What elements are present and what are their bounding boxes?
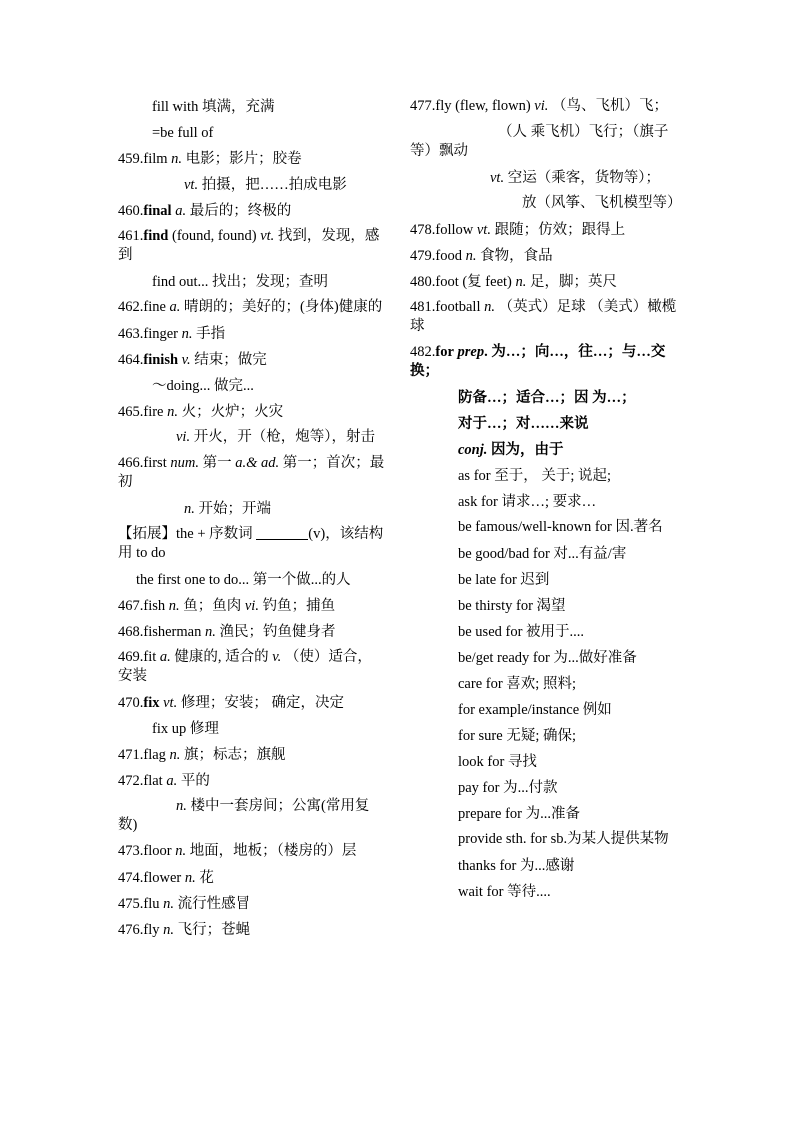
entry-text: n. [184,501,195,517]
entry-text: num. [170,455,199,471]
entry-text: 474.flower [118,870,185,886]
entry-text: 470. [118,695,144,711]
vocab-entry [118,295,386,321]
entry-text: 因为，由于 [487,442,564,458]
entry-text: 旗；标志；旗舰 [180,747,286,763]
entry-text: a. [169,299,181,315]
entry-text: 防备…；适合…；因 为…； [458,390,636,406]
entry-text: (found, found) [168,228,261,244]
vocab-entry [410,463,690,489]
entry-text: n. [176,798,187,814]
entry-text: v. [272,649,282,665]
vocab-entry [118,593,386,619]
entry-text: a. [175,203,187,219]
entry-text: conj. [458,442,488,458]
entry-text: 482. [410,344,436,360]
vocab-entry [118,496,386,522]
entry-text: 463.finger [118,326,182,342]
entry-text: provide sth. for sb.为某人提供某物 [458,831,669,847]
entry-text: fix [143,695,160,711]
vocab-entry [410,541,690,567]
entry-text: 找到，发现，感到 [118,228,380,263]
vocab-entry [118,917,386,943]
vocab-entry [410,723,690,749]
vocab-entry [118,645,386,690]
vocab-entry [410,801,690,827]
entry-text: 【拓展】the + 序数词 [118,526,257,542]
vocab-entry [118,451,386,496]
entry-text: n. [515,274,527,290]
vocab-entry [118,269,386,295]
vocab-entry [410,567,690,593]
vocab-entry [410,619,690,645]
entry-text: n. [171,151,183,167]
entry-text: 479.food [410,248,466,264]
vocab-entry [118,120,386,146]
entry-text: vt. [476,222,491,238]
entry-text: 流行性感冒 [173,896,251,912]
vocab-entry [410,295,690,340]
entry-text: be/get ready for 为...做好准备 [458,650,637,666]
vocab-entry [118,619,386,645]
entry-text: be late for 迟到 [458,572,550,588]
vocab-entry [410,120,690,165]
entry-text: vt. [163,695,178,711]
entry-text: （鸟、飞机）飞； [548,98,669,114]
entry-text: pay for 为...付款 [458,780,558,796]
entry-text: prepare for 为...准备 [458,806,580,822]
entry-text: 空运（乘客，货物等）； [504,170,660,186]
entry-text: 对于…；对……来说 [458,416,589,432]
entry-text: a.& ad. [235,455,280,471]
vocab-entry [410,593,690,619]
entry-text: look for 寻找 [458,754,537,770]
vocab-entry [118,373,386,399]
vocab-entry [410,437,690,463]
entry-text: finish [143,352,179,368]
entry-text: the first one to do... 第一个做...的人 [136,572,351,588]
entry-text: ask for 请求…; 要求… [458,494,597,510]
entry-text: be thirsty for 渴望 [458,598,566,614]
entry-text: fill with 填满，充满 [152,99,275,115]
vocab-entry [118,716,386,742]
vocab-entry [410,697,690,723]
entry-text: prep [457,344,485,360]
entry-text: for [435,344,454,360]
entry-text: 放（风筝、飞机模型等） [522,195,682,211]
entry-text: (v)，该结构用 to do [118,526,384,561]
vocab-entry [410,94,690,120]
entry-text: 478.follow [410,222,477,238]
entry-text: for example/instance 例如 [458,702,612,718]
vocab-entry [410,749,690,775]
entry-text: 电影；影片；胶卷 [182,151,302,167]
entry-text: be good/bad for 对...有益/害 [458,546,627,562]
entry-text: 足，脚；英尺 [526,274,617,290]
entry-text: 手指 [192,326,226,342]
entry-text: 拍摄，把……拍成电影 [198,177,347,193]
entry-text: be used for 被用于.... [458,624,585,640]
vocab-entry [118,347,386,373]
vocab-entry [118,794,386,839]
entry-text: 修理；安装； 确定，决定 [177,695,344,711]
entry-text: 468.fisherman [118,624,205,640]
entry-text: =be full of [152,125,214,141]
vocab-entry [118,522,386,567]
entry-text: 472.flat [118,773,167,789]
entry-text: for sure 无疑; 确保; [458,728,576,744]
entry-text: find [143,228,169,244]
entry-text: 462.fine [118,299,170,315]
entry-text: 健康的, 适合的 [170,649,273,665]
entry-text: . 为…；向…，往…；与…交换； [410,344,666,379]
entry-text: 跟随；仿效；跟得上 [490,222,626,238]
entry-text: vt. [184,177,199,193]
entry-text: wait for 等待.... [458,884,551,900]
entry-text: n. [167,404,178,420]
entry-text: be famous/well-known for 因.著名 [458,519,663,535]
vocab-entry [410,671,690,697]
entry-text: 480.foot (复 feet) [410,274,516,290]
entry-text: n. [168,598,180,614]
vocab-entry [118,891,386,917]
vocab-entry [118,224,386,269]
vocab-entry [118,742,386,768]
vocab-entry [118,768,386,794]
vocab-entry [410,411,690,437]
vocab-entry [118,839,386,865]
vocab-entry [410,827,690,853]
entry-text: 鱼；鱼肉 [179,598,245,614]
entry-text: as for 至于， 关于; 说起; [458,468,612,484]
vocab-entry [118,399,386,425]
vocab-entry [410,489,690,515]
entry-text: 476.fly [118,922,164,938]
entry-text: vi. [534,98,549,114]
entry-text: care for 喜欢; 照料; [458,676,576,692]
vocab-entry [118,146,386,172]
vocab-entry [410,269,690,295]
entry-text: 花 [195,870,214,886]
entry-text: 466.first [118,455,171,471]
entry-text: 第一；首次；最初 [118,455,385,490]
entry-text: 第一 [198,455,236,471]
vocab-entry [410,340,690,385]
entry-text: （使）适合，安装 [118,649,372,684]
entry-text: 477.fly (flew, flown) [410,98,535,114]
entry-text: ～doing... 做完... [152,378,254,394]
entry-text: 结束；做完 [190,352,267,368]
entry-text: thanks for 为...感谢 [458,858,575,874]
vocab-entry [410,165,690,191]
entry-text: fix up 修理 [152,721,219,737]
vocab-entry [410,243,690,269]
vocab-entry [410,385,690,411]
entry-text: 开始；开端 [194,501,271,517]
entry-text: 最后的；终极的 [186,203,292,219]
vocab-entry [118,198,386,224]
entry-text: a. [159,649,171,665]
entry-text: n. [181,326,193,342]
vocab-entry [118,865,386,891]
vocab-entry [410,191,690,217]
right-column [410,94,690,905]
entry-text: n. [465,248,477,264]
entry-text: 平的 [177,773,210,789]
vocab-entry [118,321,386,347]
entry-text: 464. [118,352,144,368]
entry-text: 渔民；钓鱼健身者 [215,624,336,640]
vocab-entry [118,172,386,198]
vocab-entry [410,879,690,905]
vocab-entry [118,425,386,451]
entry-text: n. [163,896,174,912]
entry-text: 食物，食品 [476,248,553,264]
vocab-entry [410,217,690,243]
entry-text: 楼中一套房间；公寓(常用复数) [118,798,370,833]
vocab-entry [410,645,690,671]
entry-text: v. [181,352,191,368]
fill-blank-line [256,525,308,540]
entry-text: 晴朗的；美好的；(身体)健康的 [180,299,383,315]
entry-text: 飞行；苍蝇 [173,922,251,938]
entry-text: 开火，开（枪，炮等），射击 [190,429,375,445]
vocab-entry [410,515,690,541]
entry-text: n. [484,299,495,315]
vocab-entry [410,853,690,879]
entry-text: a. [166,773,178,789]
entry-text: n. [175,843,187,859]
entry-text: 475.flu [118,896,164,912]
entry-text: 461. [118,228,144,244]
entry-text: 460. [118,203,144,219]
entry-text: vi. [176,429,191,445]
entry-text: find out... 找出；发现；查明 [152,274,329,290]
entry-text: 471.flag [118,747,170,763]
entry-text: 481.football [410,299,485,315]
entry-text: vi. [244,598,259,614]
vocab-entry [118,567,386,593]
entry-text: （英式）足球 （美式）橄榄球 [410,299,677,334]
entry-text: n. [163,922,174,938]
entry-text: 火；火炉；火灾 [178,404,284,420]
vocab-entry [118,690,386,716]
left-column [118,94,386,943]
entry-text: vt. [260,228,275,244]
entry-text: n. [169,747,181,763]
entry-text: 459.film [118,151,172,167]
entry-text: 467.fish [118,598,169,614]
entry-text: final [143,203,172,219]
entry-text: n. [184,870,196,886]
entry-text: n. [204,624,216,640]
entry-text: 473.floor [118,843,176,859]
entry-text: 469.fit [118,649,160,665]
vocab-entry [118,94,386,120]
entry-text: 465.fire [118,404,168,420]
entry-text: 地面，地板；（楼房的）层 [186,843,357,859]
vocab-entry [410,775,690,801]
entry-text: vt. [490,170,505,186]
entry-text: （人 乘飞机）飞行；（旗子等）飘动 [410,124,669,159]
entry-text: 钓鱼；捕鱼 [258,598,336,614]
